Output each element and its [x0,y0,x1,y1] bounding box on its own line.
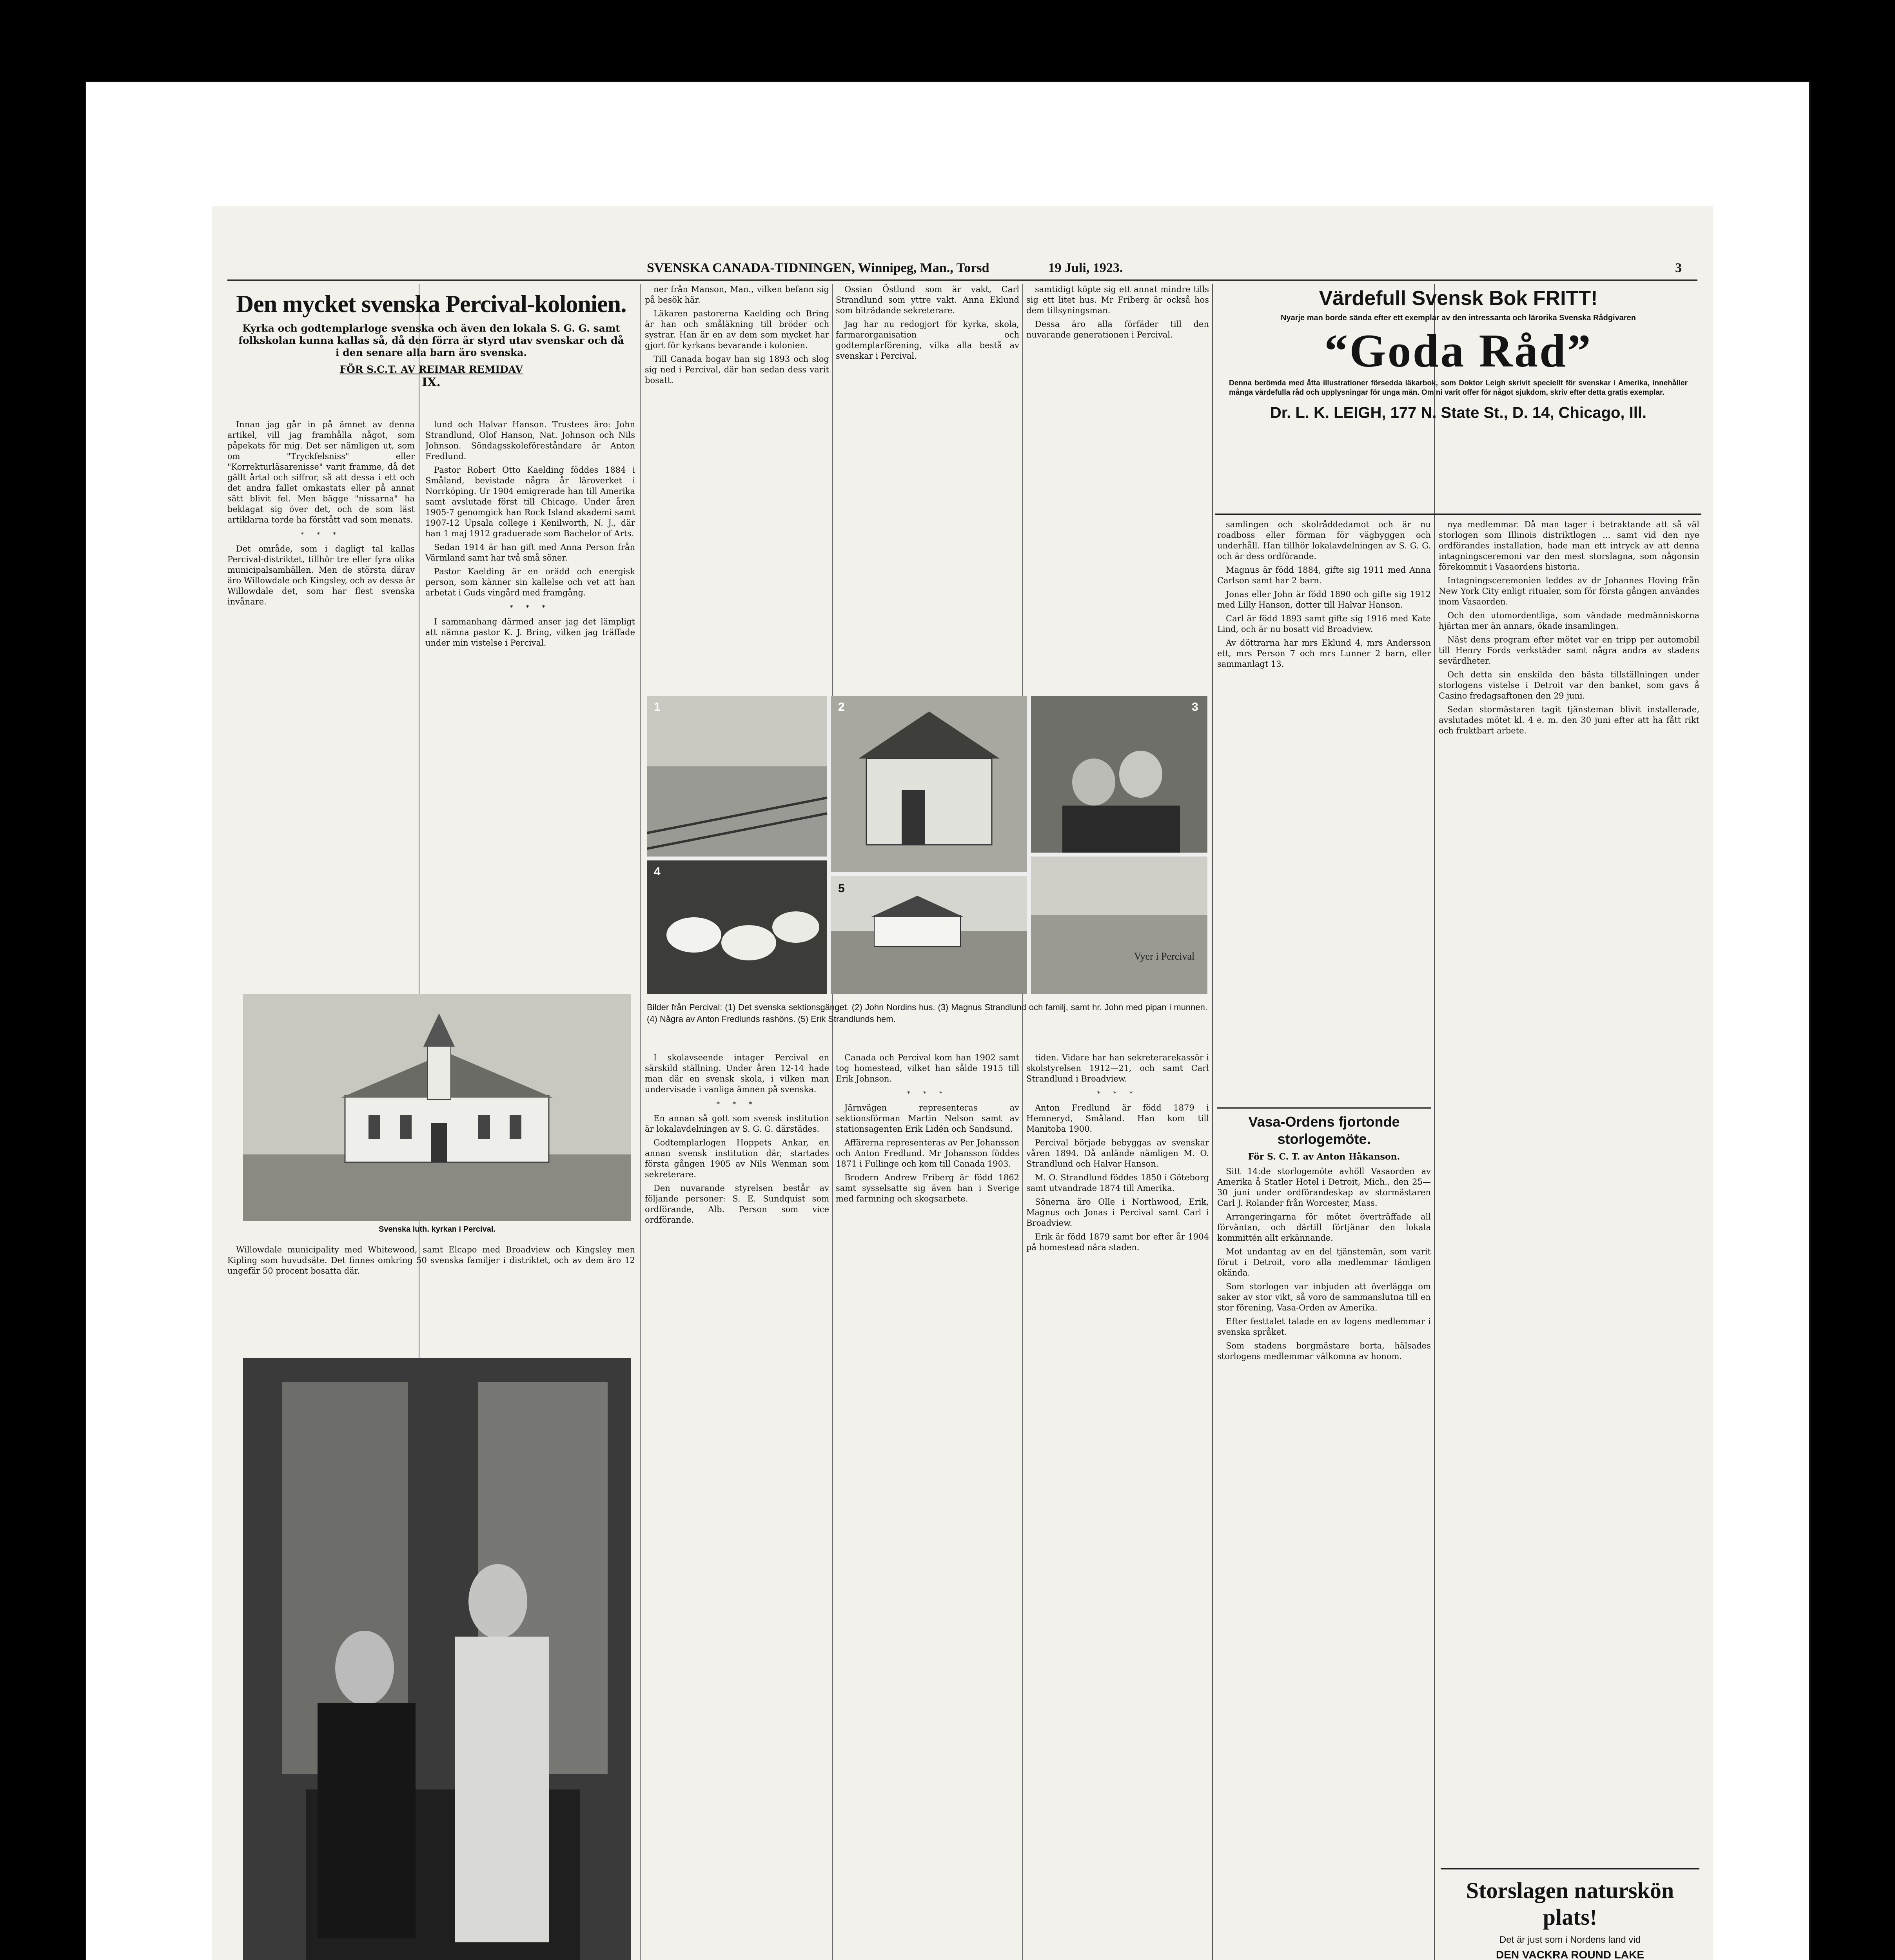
paragraph: Sitt 14:de storlogemöte avhöll Vasaorden av Amerika å Statler Hotel i Detroit, Mich., den 25—30 juni under ordförandeskap av stormästaren Carl J. Rolander från Worcester, Mass. [1217,1167,1431,1208]
photo-number: 5 [838,882,845,895]
paragraph: Carl är född 1893 samt gifte sig 1916 med Kate Lind, och är nu bosatt vid Broadview. [1217,614,1431,634]
pastor-couple-illustration [243,1358,631,1960]
church-photo [243,994,631,1221]
paragraph: Brodern Andrew Friberg är född 1862 samt sysselsatte sig även han i Sverige med farmning och skogsarbete. [836,1173,1019,1203]
newspaper-page [212,206,1713,1960]
paragraph: Affärerna representeras av Per Johansson och Anton Fredlund. Mr Johansson föddes 1871 i Fullinge och kom till Canada 1903. [836,1138,1019,1169]
ad-title: Värdefull Svensk Bok FRITT! [1319,287,1598,310]
article-col4-top [836,284,1019,692]
paragraph: Mot undantag av en del tjänstemän, som varit förut i Detroit, voro alla medlemmar tämligen okända. [1217,1247,1431,1278]
paragraph: tiden. Vidare har han sekreterarekassör i skolstyrelsen 1912—21, och samt Carl Strandlund i Broadview. [1026,1053,1209,1083]
paragraph: Intagningsceremonien leddes av dr Johannes Hoving från New York City enligt ritualer, som för första gången användes inom Vasaorden. [1439,576,1699,606]
masthead-title: SVENSKA CANADA-TIDNINGEN, Winnipeg, Man., Torsd [647,261,989,275]
paragraph: Av döttrarna har mrs Eklund 4, mrs Andersson ett, mrs Person 7 och mrs Lunner 2 barn, eller sammanlagt 13. [1217,638,1431,669]
paragraph: Som stadens borgmästare borta, hälsades storlogens medlemmar välkomna av honom. [1217,1341,1431,1361]
separator: * * * [510,604,551,611]
article-byline: För S. C. T. av Anton Håkanson. [1248,1152,1400,1162]
paragraph: Järnvägen representeras av sektionsförman Martin Nelson samt av stationsagenten Erik Lidén och Sandsund. [836,1103,1019,1134]
paragraph: lund och Halvar Hanson. Trustees äro: John Strandlund, Olof Hanson, Nat. Johnson och Nils Johnson. Söndagsskoleföreståndare är Anton Fredlund. [425,420,635,461]
paragraph: Erik är född 1879 samt bor efter år 1904 på homestead nära staden. [1026,1232,1209,1252]
paragraph: Arrangeringarna för mötet överträffade all förväntan, och därtill förtjänar den lokala kommittén allt erkännande. [1217,1212,1431,1243]
paragraph: Det område, som i dagligt tal kallas Percival-distriktet, tillhör tre eller fyra olika municipalsamhällen. Men de största därav äro Willowdale och Kingsley, och av dessa är Willowdale det, som har flest svenska invånare. [227,544,415,606]
paragraph: En annan så gott som svensk institution är lokalavdelningen av S. G. G. därstädes. [645,1114,829,1134]
ad-address: Dr. L. K. LEIGH, 177 N. State St., D. 14, Chicago, Ill. [1270,404,1647,421]
paragraph: samlingen och skolråddedamot och är nu roadboss eller förman för vägbyggen och underhåll. Han tillhör lokalavdelningen av S. G. G. och är dess ordförande. [1217,520,1431,561]
paragraph: Jonas eller John är född 1890 och gifte sig 1912 med Lilly Hanson, dotter till Halvar Hanson. [1217,590,1431,610]
article-col5-top [1026,284,1209,692]
column-rule [1434,284,1435,1960]
paragraph: nya medlemmar. Då man tager i betraktande att så väl storlogen som Illinois distriktlogen ... samt vid den nye ordförandes installation, hade man ett intryck av att denna intagningsceremoni var den mest storslagna, som någonsin förekommit i Vasaordens historia. [1439,520,1699,572]
photo-number: 4 [654,865,661,878]
paragraph: Ossian Östlund som är vakt, Carl Strandlund som yttre vakt. Anna Eklund som biträdande sekreterare. [836,285,1019,315]
paragraph: Innan jag går in på ämnet av denna artikel, vill jag framhålla något, som påpekats för mig. Det ser nämligen ut, som om "Tryckfelsniss" eller "Korrekturläsarenisse" varit framme, då det gällt årtal och siffror, så att dessa i ett och det andra fallet omkastats eller på annat sätt blivit fel. Men bägge "nissarna" ha beklagat sig över det, och de som läst artiklarna torde ha förstått vad som menats. [227,420,415,524]
lower-left-text [227,1245,635,1323]
paragraph: samtidigt köpte sig ett annat mindre tills sig ett litet hus. Mr Friberg är också hos dem tillsyningsman. [1026,285,1209,315]
paragraph: Dessa äro alla förfäder till den nuvarande generationen i Percival. [1026,319,1209,339]
paragraph: Den nuvarande styrelsen består av följande personer: S. E. Sundquist som ordförande, Alb. Person som vice ordförande. [645,1183,829,1225]
paragraph: Läkaren pastorerna Kaelding och Bring är han och småläkning till bröder och systrar. Han är en av dem som mycket har gjort för kyrkans bevarande i kolonien. [645,309,829,350]
ad-goda-rad [1217,286,1699,510]
paragraph: Sedan stormästaren tagit tjänsteman blivit installerade, avslutades mötet kl. 4 e. m. den 30 juni efter att ha fått rikt och fruktbart arbete. [1439,705,1699,735]
photo-inset-label: Vyer i Percival [1134,951,1195,962]
article-percival-header [227,290,635,416]
ad-intro: Nyarje man borde sända efter ett exemplar av den intressanta och lärorika Svenska Rådgivaren [1281,314,1636,322]
paragraph: Anton Fredlund är född 1879 i Hemneryd, Småland. Han kom till Manitoba 1900. [1026,1103,1209,1134]
paragraph: Godtemplarlogen Hoppets Ankar, en annan svensk institution där, startades första gången 1905 av Nils Wenman som sekreterare. [645,1138,829,1179]
paragraph: Näst dens program efter mötet var en tripp per automobil till Henry Fords verkstäder samt några andra av stadens sevärdheter. [1439,635,1699,666]
article-col3-top [645,284,829,692]
paragraph: Canada och Percival kom han 1902 samt tog homestead, vilket han sålde 1915 till Erik Johnson. [836,1053,1019,1083]
article-headline: Vasa-Ordens fjortonde storlogemöte. [1248,1114,1400,1147]
paragraph: ner från Manson, Man., vilken befann sig på besök här. [645,285,829,305]
paragraph: I skolavseende intager Percival en särskild ställning. Under åren 12-14 hade man där en svensk skola, i vilken man undervisade i vanliga ämnen på svenska. [645,1053,829,1094]
paragraph: Och den utomordentliga, som vändade medmänniskorna hjärtan mer än annars, ökade insamlingen. [1439,611,1699,631]
paragraph: Pastor Robert Otto Kaelding föddes 1884 i Småland, bevistade några år läroverket i Norrköping. Ur 1904 emigrerade han till Amerika samt avslutade först till Chicago. Under åren 1905-7 genomgick han Rock Island akademi samt 1907-12 Upsala college i Kenilworth, N. J., där han 1 maj 1912 graduerade som Bachelor of Arts. [425,465,635,538]
article-headline: Den mycket svenska Percival-kolonien. [236,291,626,318]
paragraph: Sönerna äro Olle i Northwood, Erik, Magnus och Jonas i Percival samt Carl i Broadview. [1026,1197,1209,1228]
column-rule [832,284,833,1960]
column-rule [1022,284,1023,1960]
article-vasa [1217,1107,1431,1960]
paragraph: Som storlogen var inbjuden att överlägga om saker av stor vikt, så voro de sammanslutna till en stor förening, Vasa-Orden av Amerika. [1217,1282,1431,1312]
paragraph: Till Canada bogav han sig 1893 och slog sig ned i Percival, där han sedan dess varit bosatt. [645,354,829,385]
ad-round-lake [1441,1868,1699,1960]
ad-description: Denna berömda med åtta illustrationer försedda läkarbok, som Doktor Leigh skrivit speciellt för svenskar i Amerika, innehåller många värdefulla råd och upplysningar för unga män. Om ni varit offer för något sjukdom, skriv efter detta gratis exemplar. [1229,379,1688,397]
percival-photo-grid [647,696,1207,994]
article-col6 [1217,519,1431,1100]
paragraph: Efter festtalet talade en av logens medlemmar i svenska språket. [1217,1317,1431,1337]
paragraph: M. O. Strandlund föddes 1850 i Göteborg samt utvandrade 1874 till Amerika. [1026,1173,1209,1193]
masthead [227,257,1697,281]
paragraph: Jag har nu redogjort för kyrka, skola, farmarorganisation och godtemplarförening, vilka alla bestå av svenskar i Percival. [836,319,1019,361]
article-col8 [1439,519,1699,1860]
article-col3-lower [645,1053,829,1960]
ad-title: Storslagen naturskön plats! [1466,1878,1674,1930]
ad-divider [1215,514,1701,515]
paragraph: Percival började bebyggas av svenskar våren 1894. Då anlände nämligen M. O. Strandlund och Halvar Hanson. [1026,1138,1209,1169]
column-rule [640,284,641,1960]
paragraph: Magnus är född 1884, gifte sig 1911 med Anna Carlson samt har 2 barn. [1217,565,1431,585]
paragraph: Pastor Kaelding är en orädd och energisk person, som känner sin kallelse och vet att han arbetat i Guds vingård med framgång. [425,567,635,597]
separator: * * * [1097,1090,1138,1097]
separator: * * * [907,1090,948,1097]
paragraph: Sedan 1914 är han gift med Anna Person från Värmland samt har två små söner. [425,543,635,563]
article-subhead: Kyrka och godtemplarloge svenska och även den lokala S. G. G. samt folkskolan kunna kallas så, då den förra är styrd utav svenskar och då i den senare alla barn äro svenska. [238,323,624,358]
separator: * * * [716,1100,758,1108]
church-illustration [243,994,631,1221]
article-percival-col2 [425,419,635,1086]
separator: * * * [300,531,342,538]
paragraph: Och detta sin enskilda den bästa tillställningen under storlogens vistelse i Detroit var den banket, som gavs å Casino fredagsaftonen den 29 juni. [1439,670,1699,701]
masthead-date: 19 Juli, 1923. [1048,261,1123,275]
article-divider [1217,1107,1431,1109]
church-photo-caption: Svenska luth. kyrkan i Percival. [379,1225,496,1234]
pastor-photo [243,1358,631,1960]
photo-grid-caption: Bilder från Percival: (1) Det svenska sektionsgänget. (2) John Nordins hus. (3) Magnus Strandlund och familj, samt hr. John med pipan i munnen. (4) Några av Anton Fredlunds rashöns. (5) Erik Strandlunds hem. [647,1002,1207,1024]
photo-grid-illustration [647,696,1207,994]
ad-book-title: “Goda Råd” [1324,325,1592,377]
article-col5-lower [1026,1053,1209,1960]
photo-number: 2 [838,701,845,713]
column-rule [1212,284,1213,1960]
ad-intro: Det är just som i Nordens land vid [1499,1935,1641,1945]
paragraph: I sammanhang därmed anser jag det lämpligt att nämna pastor K. J. Bring, vilken jag träffade under min vistelse i Percival. [425,617,635,648]
paragraph: Willowdale municipality med Whitewood, samt Elcapo med Broadview och Kingsley men Kipling som huvudsäte. Det finnes omkring 50 svenska familjer i distriktet, och av dem äro 12 ungefär 50 procent bosatta där. [227,1245,635,1276]
article-byline: FÖR S.C.T. AV REIMAR REMIDAV [339,364,523,375]
ad-place-name: DEN VACKRA ROUND LAKE [1496,1949,1644,1960]
photo-number: 1 [654,701,661,713]
chapter-number: IX. [422,376,441,389]
page-number: 3 [1675,261,1682,275]
article-percival-col1 [227,419,415,1086]
article-col4-lower [836,1053,1019,1960]
photo-number: 3 [1192,701,1198,713]
